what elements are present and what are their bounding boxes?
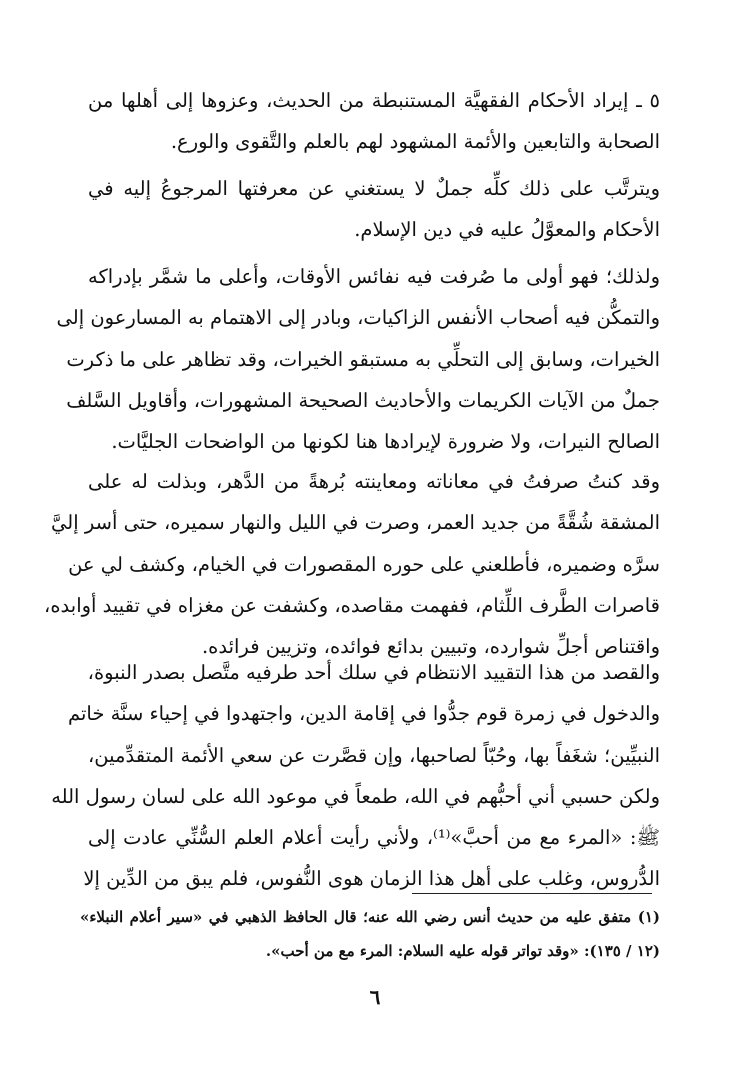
text-line: وقد كنتُ صرفتُ في معاناته ومعاينته بُرهةً من الدَّهر، وبذلت له على bbox=[88, 470, 660, 493]
paragraph-1 bbox=[88, 80, 660, 163]
paragraph-2 bbox=[88, 168, 660, 251]
text-line: ٥ ـ إيراد الأحكام الفقهيَّة المستنبطة من الحديث، وعزوها إلى أهلها من bbox=[88, 89, 660, 112]
footnote-line: (١٢ / ١٣٥): «وقد تواتر قوله عليه السلام: المرء مع من أحب». bbox=[265, 942, 660, 960]
text-line: والدخول في زمرة قوم جدُّوا في إقامة الدين، واجتهدوا في إحياء سنَّة خاتم bbox=[68, 702, 660, 726]
page-number: ٦ bbox=[369, 985, 381, 1009]
text-line: الخيرات، وسابق إلى التحلِّي به مستبقو الخيرات، وقد تظاهر على ما ذكرت bbox=[66, 347, 660, 371]
text-line: واقتناص أجلِّ شوارده، وتبيين بدائع فوائده، وتزيين فرائده. bbox=[201, 635, 660, 659]
text-line: النبيِّين؛ شغَفاً بها، وحُبّاً لصاحبها، وإن قصَّرت عن سعي الأئمة المتقدِّمين، bbox=[88, 743, 660, 767]
text-line: قاصرات الطَّرف اللِّثام، ففهمت مقاصده، وكشفت عن مغزاه في تقييد أوابده، bbox=[44, 593, 660, 617]
paragraph-5 bbox=[51, 652, 660, 900]
footnote-line: (١) متفق عليه من حديث أنس رضي الله عنه؛ قال الحافظ الذهبي في «سير أعلام النبلاء» bbox=[80, 908, 660, 926]
text-line: ولذلك؛ فهو أولى ما صُرفت فيه نفائس الأوقات، وأعلى ما شمَّر بإدراكه bbox=[88, 265, 660, 288]
text-line: الدُّروس، وغلب على أهل هذا الزمان هوى النُّفوس، فلم يبق من الدِّين إلا bbox=[83, 867, 660, 891]
footnote bbox=[80, 900, 660, 968]
text-line: جملٌ من الآيات الكريمات والأحاديث الصحيحة المشهورات، وأقاويل السَّلف bbox=[66, 388, 660, 412]
text-line: والقصد من هذا التقييد الانتظام في سلك أحد طرفيه متَّصل بصدر النبوة، bbox=[87, 661, 660, 684]
text-line: ويترتَّب على ذلك كلِّه جملٌ لا يستغني عن معرفتها المرجوعُ إليه في bbox=[88, 177, 660, 200]
text-line: سرَّه وضميره، فأطلعني على حوره المقصورات في الخيام، وكشف لي عن bbox=[68, 552, 660, 576]
paragraph-4 bbox=[44, 461, 660, 667]
text-line: الصحابة والتابعين والأئمة المشهود لهم بالعلم والتَّقوى والورع. bbox=[170, 130, 660, 154]
text-line: والتمكُّن فيه أصحاب الأنفس الزاكيات، وبادر إلى الاهتمام به المسارعون إلى bbox=[56, 306, 660, 330]
text-line: ولكن حسبي أني أحبُّهم في الله، طمعاً في موعود الله على لسان رسول الله bbox=[51, 784, 660, 808]
paragraph-3 bbox=[56, 256, 660, 462]
text-line: المشقة شُقَّةً من جديد العمر، وصرت في الليل والنهار سميره، حتى أسر إليَّ bbox=[51, 511, 660, 535]
text-line: الصالح النيرات، ولا ضرورة لإيرادها هنا لكونها من الواضحات الجليَّات. bbox=[111, 430, 660, 454]
footnote-divider bbox=[412, 893, 652, 894]
text-line: الأحكام والمعوَّلُ عليه في دين الإسلام. bbox=[354, 218, 660, 242]
text-line: ﷺ: «المرء مع من أحبَّ»⁽¹⁾، ولأني رأيت أعلام العلم السُّنِّي عادت إلى bbox=[88, 826, 660, 850]
